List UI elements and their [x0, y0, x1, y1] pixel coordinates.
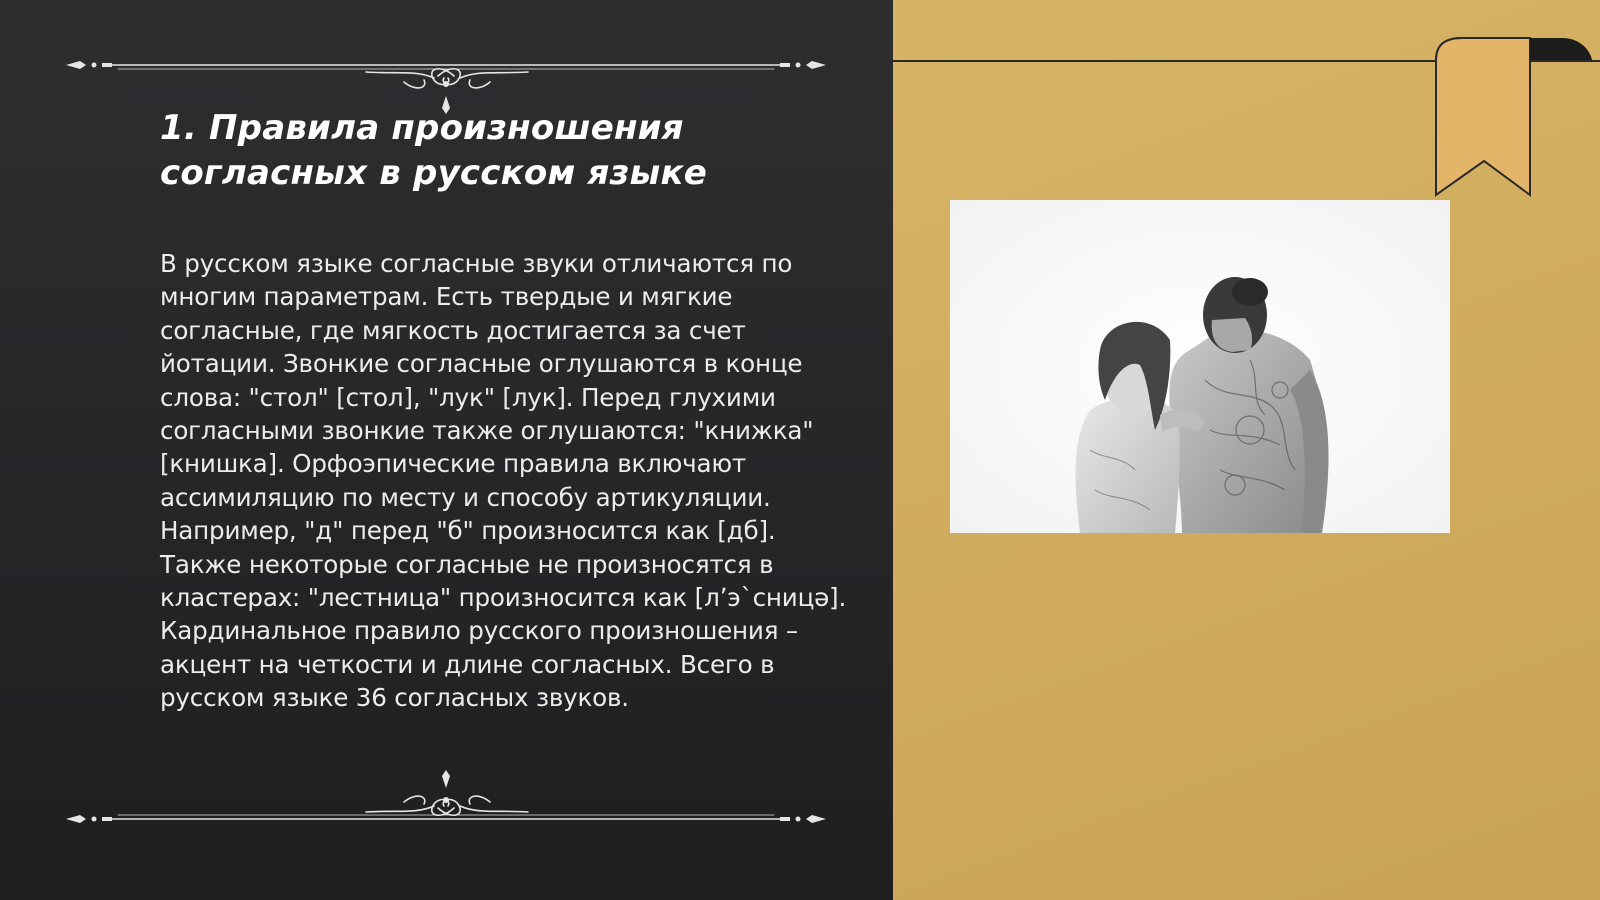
- bottom-ornament-divider-icon: [66, 770, 826, 830]
- slide-title: 1. Правила произношения согласных в русском языке: [160, 108, 707, 193]
- bookmark-ribbon-icon: [1432, 30, 1600, 200]
- couple-tattoo-photo: [950, 200, 1450, 533]
- top-ornament-divider-icon: [66, 54, 826, 114]
- slide-body-text: В русском языке согласные звуки отличаются по многим параметрам. Есть твердые и мягкие согласные, где мягкость достигается за счет йотации. Звонкие согласные оглушаются в конце слова: "стол" [стол], "лук" [лук]. Перед глухими согласными звонкие также оглушаются: "книжка" [книшка]. Орфоэпические правила включают ассимиляцию по месту и способу артикуляции. Например, "д" перед "б" произносится как [дб]. Также некоторые согласные не произносятся в кластерах: "лестница" произносится как [лʼэ`сницә]. Кардинальное правило русского произношения – акцент на четкости и длине согласных. Всего в русском языке 36 согласных звуков.: [160, 249, 847, 713]
